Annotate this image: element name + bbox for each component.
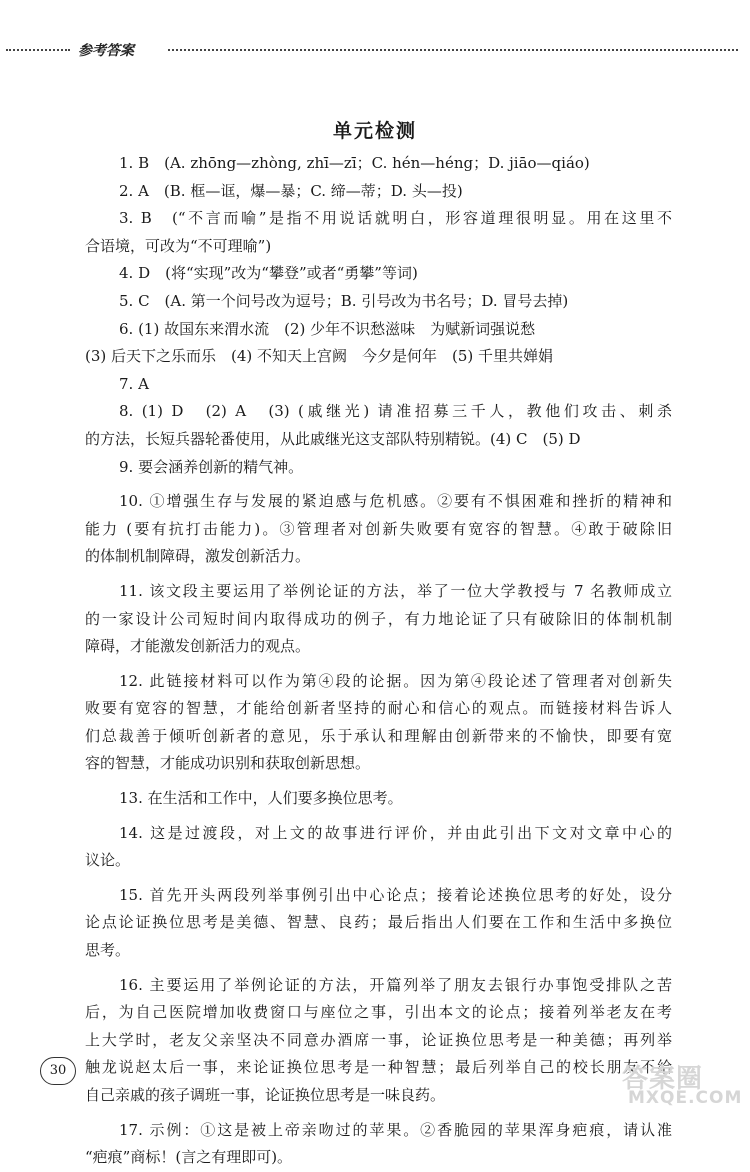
answer-line: “疤痕”商标！(言之有理即可)。 [85, 1148, 293, 1167]
answer-line: 的一家设计公司短时间内取得成功的例子，有力地论证了只有破除旧的体制机制 [85, 609, 672, 628]
answer-line: 的体制机制障碍，激发创新活力。 [85, 547, 311, 566]
answer-line: 论点论证换位思考是美德、智慧、良药；最后指出人们要在工作和生活中多换位 [85, 913, 672, 932]
answer-line: 思考。 [85, 941, 131, 960]
answer-line: 上大学时，老友父亲坚决不同意办酒席一事，论证换位思考是一种美德；再列举 [85, 1030, 672, 1049]
answer-line: (3) 后天下之乐而乐 (4) 不知天上宫阙 今夕是何年 (5) 千里共婵娟 [85, 347, 554, 366]
answer-line: 容的智慧，才能成功识别和获取创新思想。 [85, 754, 371, 773]
page-title: 单元检测 [332, 120, 417, 142]
answer-line: 能力 (要有抗打击能力)。③管理者对创新失败要有宽容的智慧。④敢于破除旧 [85, 519, 672, 538]
answer-line: 合语境，可改为“不可理喻”) [85, 236, 272, 255]
answer-line: 3. B (“不言而喻”是指不用说话就明白，形容道理很明显。用在这里不 [119, 209, 672, 228]
answer-line: 13. 在生活和工作中，人们要多换位思考。 [119, 789, 403, 808]
watermark-logo-text: 答案圈 [622, 1064, 704, 1094]
answer-line: 17. 示例：①这是被上帝亲吻过的苹果。②香脆园的苹果浑身疤痕，请认准 [119, 1120, 672, 1139]
header-dotted-rule-right [168, 49, 738, 51]
answer-line: 6. (1) 故国东来渭水流 (2) 少年不识愁滋味 为赋新词强说愁 [119, 319, 536, 338]
watermark-url: MXQE.COM [628, 1088, 743, 1108]
answer-line: 2. A (B. 框—诓，爆—暴；C. 缔—蒂；D. 头—投) [119, 181, 463, 200]
answer-line: 7. A [119, 374, 149, 393]
answer-line: 8. (1) D (2) A (3) (戚继光) 请准招募三千人，教他们攻击、刺杀 [119, 402, 672, 421]
answer-line: 14. 这是过渡段，对上文的故事进行评价，并由此引出下文对文章中心的 [119, 823, 672, 842]
answer-line: 们总裁善于倾听创新者的意见，乐于承认和理解由创新带来的不愉快，即要有宽 [85, 726, 672, 745]
answer-body [87, 150, 672, 1172]
answer-line: 4. D (将“实现”改为“攀登”或者“勇攀”等词) [119, 264, 418, 283]
answer-line: 11. 该文段主要运用了举例论证的方法，举了一位大学教授与 7 名教师成立 [119, 581, 672, 600]
answer-line: 的方法，长短兵器轮番使用，从此戚继光这支部队特别精锐。(4) C (5) D [85, 429, 581, 448]
answer-line: 障碍，才能激发创新活力的观点。 [85, 637, 311, 656]
answer-line: 9. 要会涵养创新的精气神。 [119, 457, 304, 476]
answer-line: 后，为自己医院增加收费窗口与座位之事，引出本文的论点；接着列举老友在考 [85, 1003, 672, 1022]
answer-line: 自己亲戚的孩子调班一事，论证换位思考是一味良药。 [85, 1086, 446, 1104]
answer-line: 1. B (A. zhōng—zhòng, zhī—zī；C. hén—héng；D. jiāo—qiáo) [119, 154, 590, 172]
answer-line: 12. 此链接材料可以作为第④段的论据。因为第④段论述了管理者对创新失 [119, 671, 672, 690]
answer-line: 5. C (A. 第一个问号改为逗号；B. 引号改为书名号；D. 冒号去掉) [119, 291, 569, 310]
answer-line: 16. 主要运用了举例论证的方法，开篇列举了朋友去银行办事饱受排队之苦 [119, 975, 672, 994]
page-number: 30 [40, 1057, 76, 1085]
answer-line: 10. ①增强生存与发展的紧迫感与危机感。②要有不惧困难和挫折的精神和 [119, 492, 672, 511]
answer-line: 15. 首先开头两段列举事例引出中心论点；接着论述换位思考的好处，设分 [119, 885, 672, 904]
answer-line: 败要有宽容的智慧，才能给创新者坚持的耐心和信心的观点。而链接材料告诉人 [85, 699, 672, 718]
header-label: 参考答案 [78, 43, 134, 59]
answer-line: 议论。 [85, 851, 131, 870]
page-header [0, 40, 750, 60]
header-dotted-rule-left [6, 49, 70, 51]
answer-line: 触龙说赵太后一事，来论证换位思考是一种智慧；最后列举自己的校长朋友不给 [85, 1058, 672, 1077]
watermark-logo [612, 1058, 748, 1114]
